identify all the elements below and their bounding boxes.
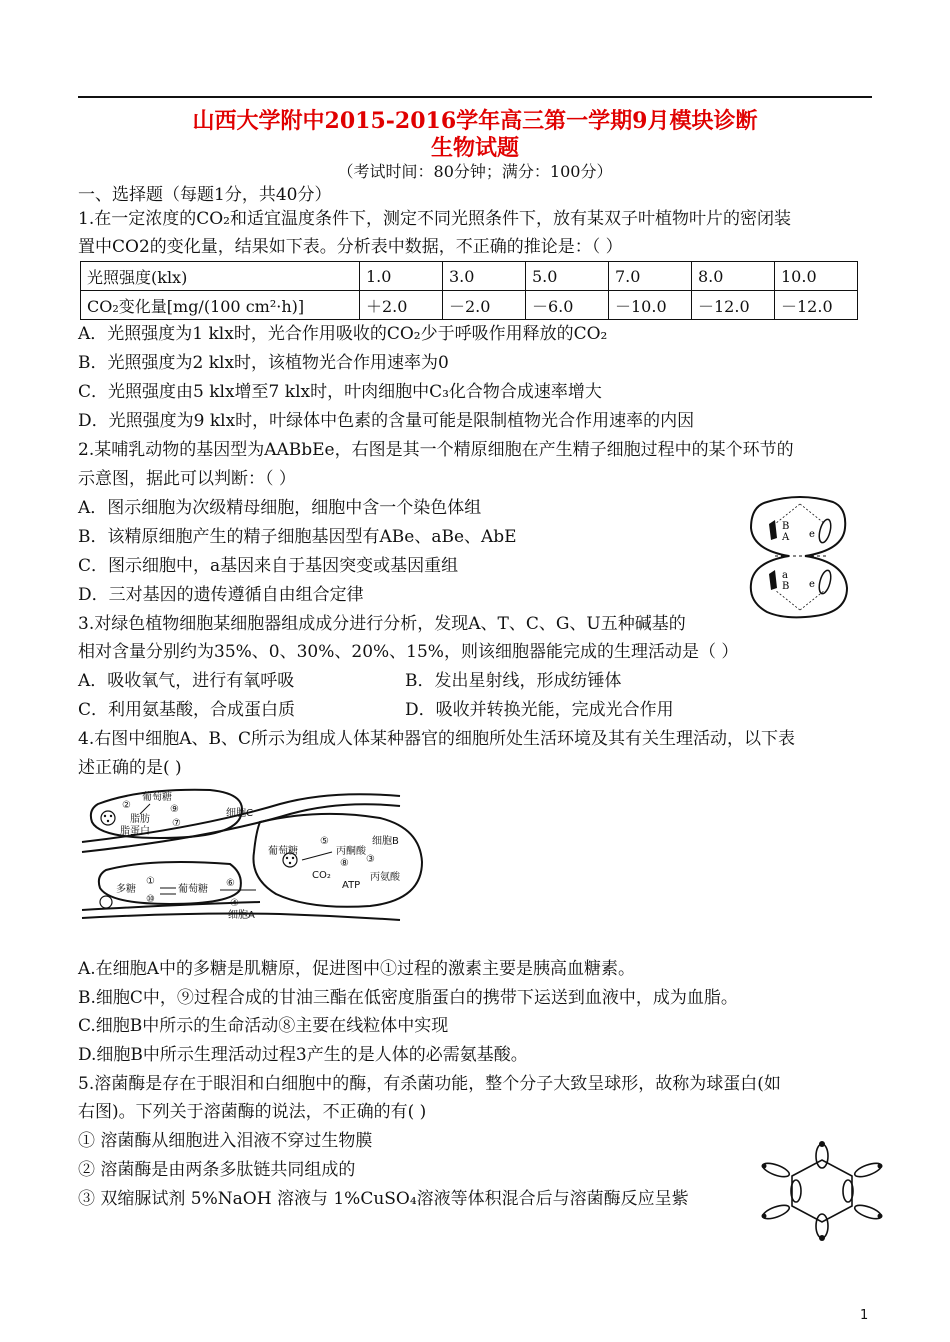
gene-label: A [782, 532, 790, 543]
glucose-label: 葡萄糖 [178, 884, 208, 895]
q4-stem-2: 述正确的是( ) [78, 758, 182, 778]
q4-option-d: D.细胞B中所示生理活动过程3产生的是人体的必需氨基酸。 [78, 1045, 528, 1065]
q1-option-b: B．光照强度为2 klx时，该植物光合作用速率为0 [78, 353, 449, 373]
q5-statement-2: ② 溶菌酶是由两条多肽链共同组成的 [78, 1160, 356, 1180]
table-cell: －12.0 [692, 291, 775, 320]
q2-stem-2: 示意图，据此可以判断：（ ） [78, 469, 296, 489]
q5-statement-1: ① 溶菌酶从细胞进入泪液不穿过生物膜 [78, 1131, 373, 1151]
step-number: ② [122, 800, 131, 811]
step-number: ⑩ [146, 894, 155, 905]
step-number: ③ [366, 854, 375, 865]
alanine-label: 丙氨酸 [370, 872, 400, 883]
table-cell: 8.0 [692, 262, 775, 291]
q2-option-d: D．三对基因的遗传遵循自由组合定律 [78, 585, 364, 605]
q2-stem-1: 2.某哺乳动物的基因型为AABbEe，右图是其一个精原细胞在产生精子细胞过程中的某个环节的 [78, 440, 794, 460]
table-cell: 3.0 [443, 262, 526, 291]
q4-option-c: C.细胞B中所示的生命活动⑧主要在线粒体中实现 [78, 1016, 449, 1036]
step-number: ⑦ [172, 818, 181, 829]
q2-cell-division-figure [745, 494, 855, 620]
table-header-cell: 光照强度(klx) [81, 262, 360, 291]
q5-stem-2: 右图)。下列关于溶菌酶的说法，不正确的有( ) [78, 1102, 427, 1122]
gene-label: a [782, 570, 788, 581]
q3-option-b: B．发出星射线，形成纺锤体 [405, 671, 622, 691]
q2-option-a: A．图示细胞为次级精母细胞，细胞中含一个染色体组 [78, 498, 482, 518]
q1-option-c: C．光照强度由5 klx增至7 klx时，叶肉细胞中C₃化合物合成速率增大 [78, 382, 602, 402]
q4-cell-environment-figure [80, 782, 430, 924]
atp-label: ATP [342, 880, 361, 891]
table-cell: ＋2.0 [360, 291, 443, 320]
table-row [81, 262, 858, 291]
q5-stem-1: 5.溶菌酶是存在于眼泪和白细胞中的酶，有杀菌功能，整个分子大致呈球形，故称为球蛋白(如 [78, 1074, 781, 1094]
gene-label: e [809, 579, 815, 590]
q4-option-a: A.在细胞A中的多糖是肌糖原，促进图中①过程的激素主要是胰高血糖素。 [78, 959, 635, 979]
step-number: ① [146, 876, 155, 887]
gene-label: B [782, 581, 790, 592]
lysozyme-structure-figure [752, 1136, 892, 1244]
gene-label: e [809, 529, 815, 540]
q2-option-c: C．图示细胞中，a基因来自于基因突变或基因重组 [78, 556, 459, 576]
page-title: 山西大学附中2015-2016学年高三第一学期9月模块诊断 [192, 108, 758, 134]
cell-c-label: 细胞C [226, 808, 253, 819]
q3-option-c: C．利用氨基酸，合成蛋白质 [78, 700, 296, 720]
table-cell: 5.0 [526, 262, 609, 291]
glucose-label: 葡萄糖 [268, 846, 298, 857]
step-number: ⑤ [320, 836, 329, 847]
q3-stem-1: 3.对绿色植物细胞某细胞器组成成分进行分析，发现A、T、C、G、U五种碱基的 [78, 614, 686, 634]
header-rule [78, 96, 872, 98]
polysaccharide-label: 多糖 [116, 884, 136, 895]
step-number: ④ [230, 898, 239, 909]
q5-statement-3: ③ 双缩脲试剂 5%NaOH 溶液与 1%CuSO₄溶液等体积混合后与溶菌酶反应呈紫 [78, 1189, 689, 1209]
q3-option-d: D．吸收并转换光能，完成光合作用 [405, 700, 674, 720]
step-number: ⑧ [340, 858, 349, 869]
q1-stem-2: 置中CO2的变化量，结果如下表。分析表中数据，不正确的推论是：（ ） [78, 237, 623, 257]
section-heading: 一、选择题（每题1分，共40分） [78, 185, 332, 205]
q4-stem-1: 4.右图中细胞A、B、C所示为组成人体某种器官的细胞所处生活环境及其有关生理活动，以下表 [78, 729, 795, 749]
table-cell: 7.0 [609, 262, 692, 291]
lipoprotein-label: 脂蛋白 [120, 826, 150, 837]
table-cell: －6.0 [526, 291, 609, 320]
step-number: ⑨ [170, 804, 179, 815]
q2-option-b: B．该精原细胞产生的精子细胞基因型有ABe、aBe、AbE [78, 527, 517, 547]
page-subtitle: 生物试题 [430, 135, 519, 161]
table-header-cell: CO₂变化量[mg/(100 cm²·h)] [81, 291, 360, 320]
pyruvate-label: 丙酮酸 [336, 846, 366, 857]
cell-a-label: 细胞A [228, 910, 255, 921]
q3-stem-2: 相对含量分别约为35%、0、30%、20%、15%，则该细胞器能完成的生理活动是（ ） [78, 642, 739, 662]
table-cell: 10.0 [775, 262, 858, 291]
table-row [81, 291, 858, 320]
q1-data-table [80, 261, 858, 320]
glucose-label: 葡萄糖 [142, 792, 172, 803]
q1-option-a: A．光照强度为1 klx时，光合作用吸收的CO₂少于呼吸作用释放的CO₂ [78, 324, 608, 344]
exam-info: （考试时间：80分钟；满分：100分） [337, 162, 613, 181]
cell-b-label: 细胞B [372, 836, 399, 847]
q4-option-b: B.细胞C中，⑨过程合成的甘油三酯在低密度脂蛋白的携带下运送到血液中，成为血脂。 [78, 988, 738, 1008]
step-number: ⑥ [226, 878, 235, 889]
table-cell: －12.0 [775, 291, 858, 320]
co2-label: CO₂ [312, 870, 331, 881]
q1-option-d: D．光照强度为9 klx时，叶绿体中色素的含量可能是限制植物光合作用速率的内因 [78, 411, 695, 431]
table-cell: －10.0 [609, 291, 692, 320]
table-cell: －2.0 [443, 291, 526, 320]
q3-option-a: A．吸收氧气，进行有氧呼吸 [78, 671, 295, 691]
table-cell: 1.0 [360, 262, 443, 291]
q1-stem-1: 1.在一定浓度的CO₂和适宜温度条件下，测定不同光照条件下，放有某双子叶植物叶片的密闭装 [78, 209, 791, 229]
gene-label: B [782, 521, 790, 532]
page-number: 1 [860, 1308, 869, 1323]
fat-label: 脂肪 [130, 814, 150, 825]
